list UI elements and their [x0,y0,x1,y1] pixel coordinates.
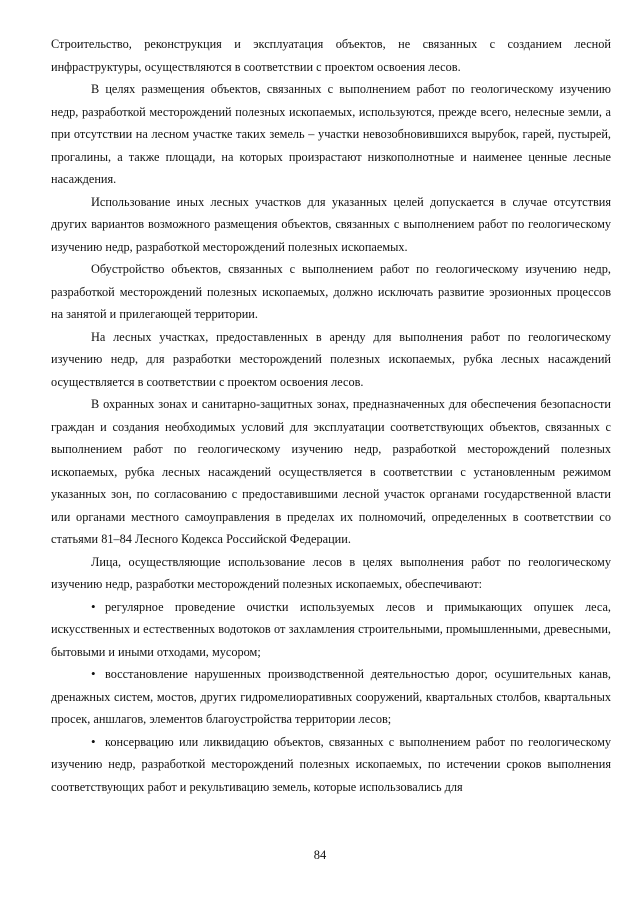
paragraph-placement: В целях размещения объектов, связанных с выполнением работ по геологическому изучению недр, разработкой месторождений полезных ископаемых, используются, прежде всего, нелесные земли, а при отсутствии на лесном участке таких земель – участки невозобновившихся вырубок, гарей, пустырей, прогалины, а также площади, на которых произрастают низкополнотные и наименее ценные лесные насаждения. [51,82,611,186]
paragraph-construction: Строительство, реконструкция и эксплуатация объектов, не связанных с созданием лесной инфраструктуры, осуществляются в соответствии с проектом освоения лесов. [51,37,611,74]
list-item-text: регулярное проведение очистки используемых лесов и примыкающих опушек леса, искусственных и естественных водотоков от захламления строительными, промышленными, древесными, бытовыми и иными отходами, мусором; [51,599,611,659]
page-body [51,33,611,798]
list-item-text: восстановление нарушенных производственной деятельностью дорог, осушительных канав, дренажных систем, мостов, других гидромелиоративных сооружений, квартальных столбов, квартальных просек, аншлагов, элементов благоустройства территории лесов; [51,667,611,726]
page-number: 84 [313,848,327,862]
list-item-text: консервацию или ликвидацию объектов, связанных с выполнением работ по геологическому изучению недр, разработкой месторождений полезных ископаемых, по истечении сроков выполнения соответствующих работ и рекультивацию земель, которые использовались для [51,734,611,794]
list-item [51,663,611,731]
paragraph-obligations-intro: Лица, осуществляющие использование лесов в целях выполнения работ по геологическому изучению недр, разработки месторождений полезных ископаемых, обеспечивают: [51,554,611,591]
paragraph-other-plots: Использование иных лесных участков для указанных целей допускается в случае отсутствия других вариантов возможного размещения объектов, связанных с выполнением работ по геологическому изучению недр, разработкой месторождений полезных ископаемых. [51,194,611,254]
paragraph-arrangement: Обустройство объектов, связанных с выполнением работ по геологическому изучению недр, разработкой месторождений полезных ископаемых, должно исключать развитие эрозионных процессов на занятой и прилегающей территории. [51,262,611,321]
bullet-icon: • [91,733,96,749]
list-item [51,731,611,799]
paragraph-protected-zones: В охранных зонах и санитарно-защитных зонах, предназначенных для обеспечения безопасности граждан и создания необходимых условий для эксплуатации соответствующих объектов, связанных с выполнением работ по геологическому изучению недр, разработкой месторождений полезных ископаемых, рубка лесных насаждений осуществляется в соответствии с установленным режимом указанных зон, по согласованию с предоставившими лесной участок органами государственной власти или органами местного самоуправления в пределах их полномочий, определенных в соответствии со статьями 81–84 Лесного Кодекса Российской Федерации. [51,397,611,546]
list-item [51,596,611,664]
bullet-icon: • [91,666,96,681]
bullet-icon: • [91,598,96,614]
paragraph-lease: На лесных участках, предоставленных в аренду для выполнения работ по геологическому изучению недр, для разработки месторождений полезных ископаемых, рубка лесных насаждений осуществляется в соответствии с проектом освоения лесов. [51,329,611,389]
